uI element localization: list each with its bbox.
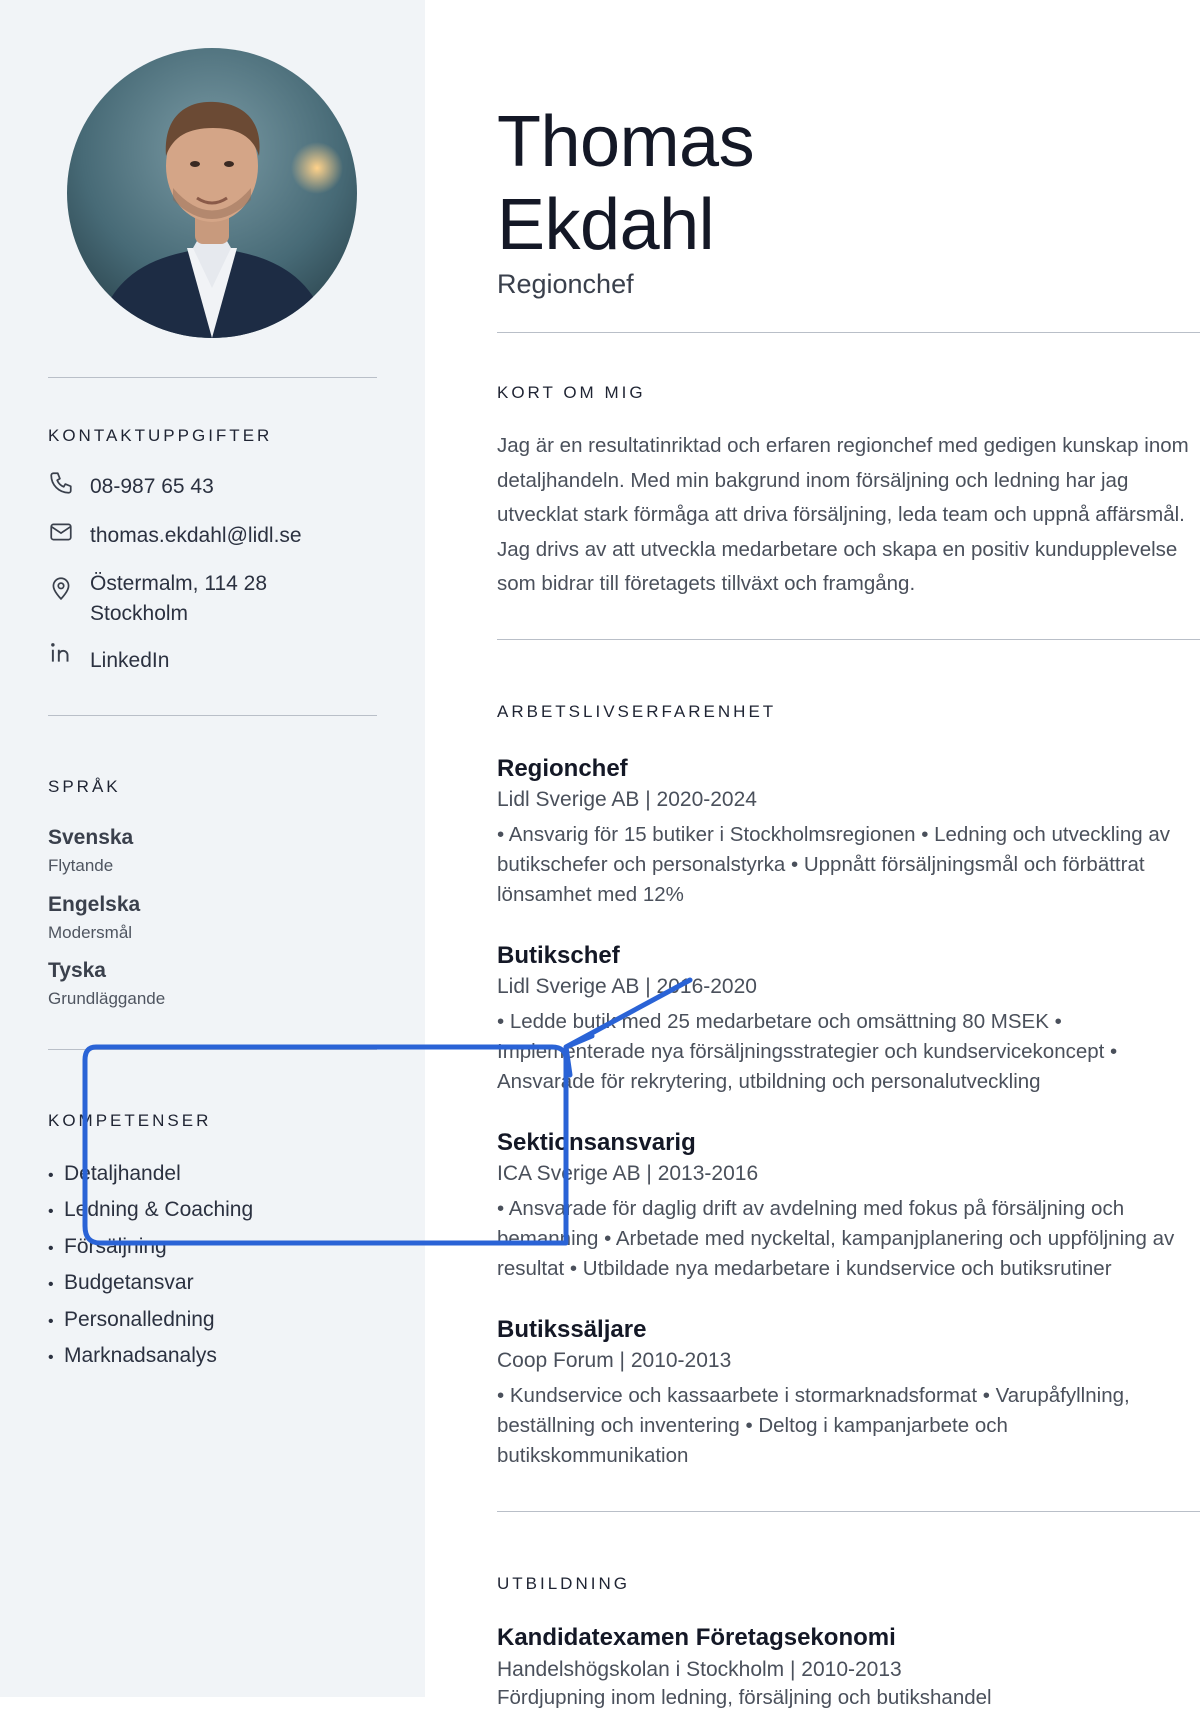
skill-item: • Detaljhandel (48, 1162, 181, 1185)
contact-phone (48, 472, 378, 502)
contact-linkedin (48, 646, 378, 676)
job-entry-title: Butikssäljare (497, 1316, 647, 1343)
job-entry (497, 1128, 1200, 1284)
linkedin-icon (48, 640, 74, 666)
linkedin-link[interactable]: LinkedIn (90, 649, 170, 672)
mail-icon (48, 519, 74, 545)
sidebar-divider (48, 1049, 377, 1050)
address (90, 569, 267, 629)
job-entry-title: Butikschef (497, 942, 620, 969)
address-line2: Stockholm (90, 602, 189, 625)
phone-number: 08-987 65 43 (90, 475, 214, 498)
main-divider (497, 1511, 1200, 1512)
skill-item: • Ledning & Coaching (48, 1198, 254, 1222)
education-meta: Handelshögskolan i Stockholm | 2010-2013 (497, 1658, 902, 1681)
about-text: Jag är en resultatinriktad och erfaren regionchef med gedigen kunskap inom detaljhandeln. Med min bakgrund inom försäljning och ledning har jag utvecklat stark förmåga att driva försäljning, leda team och uppnå affärsmål. Jag drivs av att utveckla medarbetare och skapa en positiv kundupplevelse som bidrar till företagets tillväxt och framgång. (497, 434, 1189, 595)
job-entry-meta: ICA Sverige AB | 2013-2016 (497, 1162, 759, 1185)
address-line1: Östermalm, 114 28 (90, 572, 268, 595)
about-heading: KORT OM MIG (497, 383, 646, 402)
job-title: Regionchef (497, 269, 634, 299)
profile-photo (67, 48, 357, 338)
language-name: Engelska (48, 893, 141, 916)
skills-heading: KOMPETENSER (48, 1111, 212, 1130)
main-divider (497, 332, 1200, 333)
language-name: Tyska (48, 959, 106, 982)
job-entry-description: • Ledde butik med 25 medarbetare och omsättning 80 MSEK • Implementerade nya försäljningsstrategier och kundservicekoncept • Ansvarade för rekrytering, utbildning och personalutveckling (497, 1010, 1118, 1093)
portrait-photo-icon (67, 48, 357, 338)
contact-email (48, 521, 378, 551)
job-entry (497, 1315, 1200, 1471)
contact-heading: KONTAKTUPPGIFTER (48, 426, 273, 445)
last-name: Ekdahl (497, 185, 715, 265)
sidebar-divider (48, 377, 377, 378)
skill-item: • Marknadsanalys (48, 1343, 217, 1367)
language-level: Flytande (48, 856, 114, 875)
job-entry-meta: Coop Forum | 2010-2013 (497, 1349, 732, 1372)
language-level: Modersmål (48, 923, 133, 942)
job-entry-meta: Lidl Sverige AB | 2016-2020 (497, 975, 757, 998)
main-divider (497, 639, 1200, 640)
education-description: Fördjupning inom ledning, försäljning och butikshandel (497, 1686, 992, 1709)
skill-item: • Personalledning (48, 1307, 215, 1331)
job-entry-meta: Lidl Sverige AB | 2020-2024 (497, 788, 757, 811)
job-entry (497, 754, 1200, 910)
email-address[interactable]: thomas.ekdahl@lidl.se (90, 524, 302, 547)
job-entry-title: Regionchef (497, 755, 628, 782)
job-entry-description: • Ansvarig för 15 butiker i Stockholmsregionen • Ledning och utveckling av butikschefer och personalstyrka • Uppnått försäljningsmål och förbättrat lönsamhet med 12% (497, 823, 1171, 906)
skill-item: • Försäljning (48, 1234, 167, 1258)
experience-heading: ARBETSLIVSERFARENHET (497, 702, 777, 721)
main-content (497, 0, 1200, 1709)
sidebar-divider (48, 715, 377, 716)
skills-list (48, 1160, 253, 1378)
sidebar (0, 0, 425, 1697)
phone-icon (48, 470, 74, 496)
job-entry (497, 941, 1200, 1097)
skill-item: • Budgetansvar (48, 1271, 194, 1295)
job-entry-description: • Kundservice och kassaarbete i stormarknadsformat • Varupåfyllning, beställning och inventering • Deltog i kampanjarbete och butikskommunikation (497, 1384, 1130, 1467)
first-name: Thomas (497, 102, 755, 182)
language-level: Grundläggande (48, 989, 166, 1008)
languages-heading: SPRÅK (48, 777, 121, 796)
education-heading: UTBILDNING (497, 1574, 630, 1593)
location-pin-icon (48, 575, 74, 601)
contact-address (48, 569, 378, 629)
job-entry-title: Sektionsansvarig (497, 1129, 696, 1156)
language-name: Svenska (48, 826, 134, 849)
job-entry-description: • Ansvarade för daglig drift av avdelning med fokus på försäljning och bemanning • Arbetade med nyckeltal, kampanjplanering och uppföljning av resultat • Utbildade nya medarbetare i kundservice och butiksrutiner (497, 1197, 1175, 1280)
education-title: Kandidatexamen Företagsekonomi (497, 1624, 896, 1651)
